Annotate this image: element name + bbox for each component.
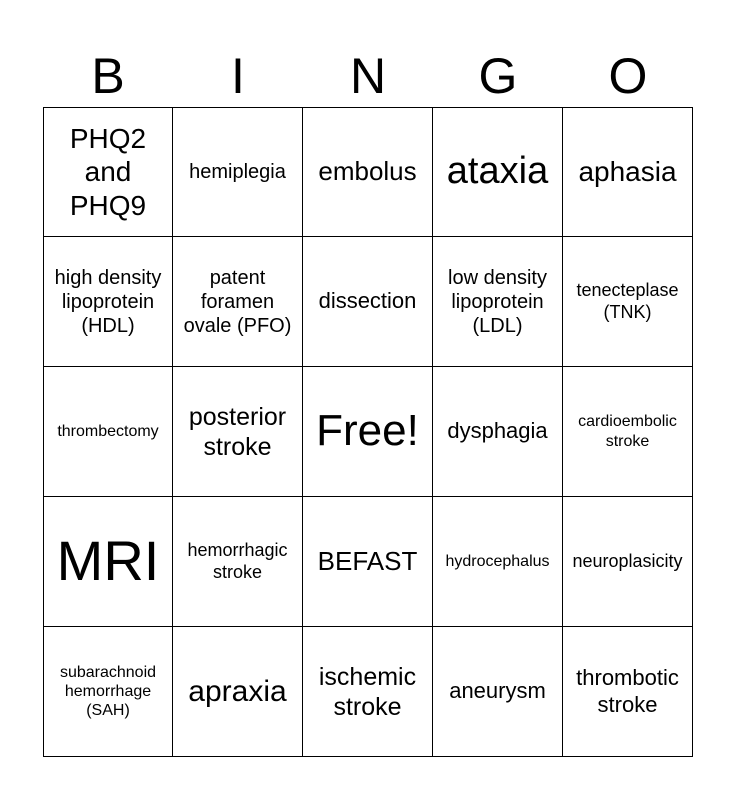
bingo-board bbox=[43, 107, 693, 757]
bingo-cell-r4c1[interactable] bbox=[43, 497, 173, 627]
bingo-cell-r1c4[interactable] bbox=[433, 107, 563, 237]
cell-text: cardioembolic stroke bbox=[578, 413, 677, 450]
bingo-header bbox=[43, 44, 693, 108]
header-letter-b: B bbox=[91, 48, 125, 104]
cell-text: ischemic stroke bbox=[318, 662, 417, 721]
header-letter-g: G bbox=[478, 48, 518, 104]
cell-text: ataxia bbox=[446, 150, 549, 193]
free-space-text: Free! bbox=[316, 406, 419, 456]
cell-text: aphasia bbox=[578, 156, 677, 188]
bingo-cell-r2c3[interactable] bbox=[303, 237, 433, 367]
cell-text: PHQ2 and PHQ9 bbox=[69, 122, 147, 221]
bingo-cell-r5c4[interactable] bbox=[433, 627, 563, 757]
bingo-cell-r2c2[interactable] bbox=[173, 237, 303, 367]
bingo-cell-r4c5[interactable] bbox=[563, 497, 693, 627]
bingo-cell-r3c5[interactable] bbox=[563, 367, 693, 497]
bingo-cell-r5c5[interactable] bbox=[563, 627, 693, 757]
bingo-cell-r1c1[interactable] bbox=[43, 107, 173, 237]
bingo-cell-r5c3[interactable] bbox=[303, 627, 433, 757]
bingo-cell-r4c3[interactable] bbox=[303, 497, 433, 627]
cell-text: hemorrhagic stroke bbox=[187, 539, 288, 582]
cell-text: thrombotic stroke bbox=[576, 665, 679, 717]
cell-text: MRI bbox=[56, 529, 160, 593]
cell-text: BEFAST bbox=[317, 545, 418, 576]
cell-text: apraxia bbox=[188, 674, 287, 708]
cell-text: low density lipoprotein (LDL) bbox=[448, 266, 547, 337]
cell-text: dysphagia bbox=[447, 418, 548, 444]
cell-text: posterior stroke bbox=[188, 402, 287, 461]
bingo-cell-r4c4[interactable] bbox=[433, 497, 563, 627]
cell-text: neuroplasicity bbox=[572, 550, 683, 571]
cell-text: tenecteplase (TNK) bbox=[576, 279, 679, 322]
cell-text: patent foramen ovale (PFO) bbox=[183, 266, 292, 337]
bingo-cell-r1c3[interactable] bbox=[303, 107, 433, 237]
bingo-cell-free[interactable] bbox=[303, 367, 433, 497]
bingo-cell-r2c5[interactable] bbox=[563, 237, 693, 367]
bingo-cell-r2c1[interactable] bbox=[43, 237, 173, 367]
bingo-cell-r2c4[interactable] bbox=[433, 237, 563, 367]
bingo-cell-r1c2[interactable] bbox=[173, 107, 303, 237]
cell-text: embolus bbox=[318, 156, 417, 187]
bingo-cell-r4c2[interactable] bbox=[173, 497, 303, 627]
cell-text: hydrocephalus bbox=[445, 552, 550, 570]
cell-text: thrombectomy bbox=[57, 422, 159, 440]
bingo-cell-r3c1[interactable] bbox=[43, 367, 173, 497]
header-letter-i: I bbox=[231, 48, 245, 104]
cell-text: hemiplegia bbox=[189, 161, 286, 183]
cell-text: subarachnoid hemorrhage (SAH) bbox=[59, 663, 157, 720]
cell-text: aneurysm bbox=[449, 678, 546, 704]
bingo-cell-r3c2[interactable] bbox=[173, 367, 303, 497]
bingo-cell-r5c1[interactable] bbox=[43, 627, 173, 757]
header-letter-n: N bbox=[349, 48, 387, 104]
bingo-cell-r3c4[interactable] bbox=[433, 367, 563, 497]
cell-text: dissection bbox=[318, 288, 417, 314]
cell-text: high density lipoprotein (HDL) bbox=[54, 266, 162, 337]
header-letter-o: O bbox=[608, 48, 648, 104]
bingo-cell-r5c2[interactable] bbox=[173, 627, 303, 757]
bingo-cell-r1c5[interactable] bbox=[563, 107, 693, 237]
